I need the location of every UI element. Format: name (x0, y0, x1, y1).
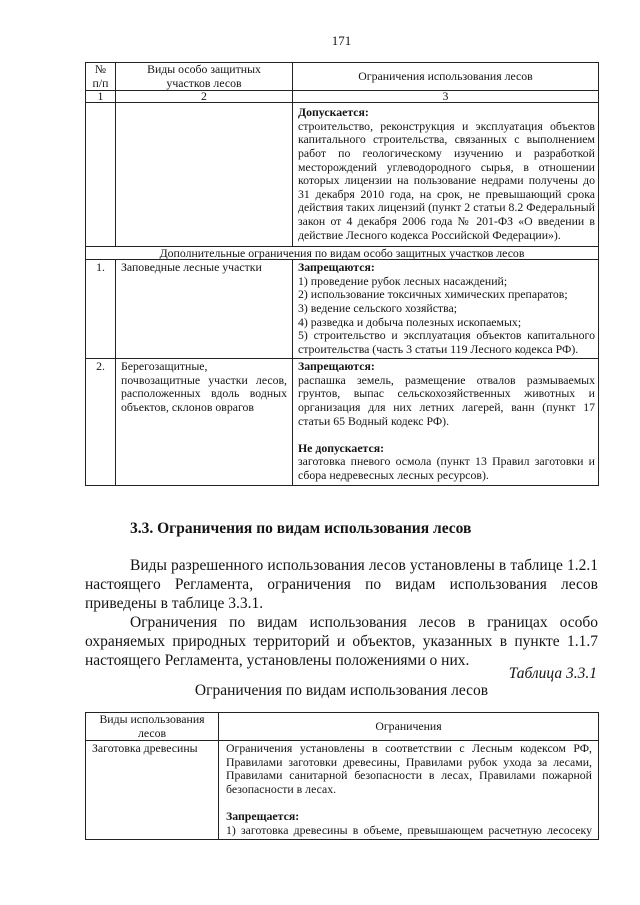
prohibited-item: 4) разведка и добыча полезных ископаемых; (298, 314, 522, 329)
area-type-cell (116, 260, 293, 359)
header-area-type-label: Виды особо защитных участков лесов (147, 62, 261, 90)
table-row-continued (86, 103, 599, 247)
header-use-type-label: Виды использования лесов (99, 712, 205, 740)
prohibited-heading: Запрещается: (226, 809, 300, 824)
restrictions-text: Ограничения установлены в соответствии с Лесным кодексом РФ, Правилами заготовки древесины, Правилами рубок ухода за лесами, Правилами санитарной безопасности в лесах, Правилами пожарной безопасности в лесах. (226, 741, 592, 796)
row-number: 1. (86, 260, 116, 359)
column-number-row (86, 91, 599, 103)
table-header-row (86, 63, 599, 91)
header-restrictions-label: Ограничения (375, 718, 442, 733)
not-allowed-heading: Не допускается: (298, 440, 385, 455)
paragraph: Виды разрешенного использования лесов установлены в таблице 1.2.1 настоящего Регламента, ограничения по видам использования лесов приведены в таблице 3.3.1. (85, 557, 598, 612)
restrictions-cell (293, 103, 599, 247)
area-type-text: Заповедные лесные участки (121, 260, 262, 275)
restrictions-cell (293, 359, 599, 485)
table-number-label: Таблица 3.3.1 (508, 665, 597, 682)
header-cell-area-type (116, 63, 293, 91)
prohibited-text: распашка земель, размещение отвалов размываемых грунтов, выпас сельскохозяйственных животных и организация для них летних лагерей, ванн (пункт 17 статьи 65 Водный кодекс РФ). (298, 372, 595, 428)
section-body (85, 556, 598, 670)
area-type-text: почвозащитные участки лесов, расположенных вдоль водных объектов, склонов оврагов (121, 372, 287, 415)
column-number-3: 3 (293, 91, 599, 103)
table-row (86, 260, 599, 359)
additional-section-row (86, 247, 599, 260)
header-number-label: № п/п (92, 62, 109, 90)
not-allowed-text: заготовка пневого осмола (пункт 13 Правил заготовки и сбора недревесных лесных ресурсов). (298, 454, 595, 483)
empty-area-type-cell (116, 103, 293, 247)
page-number: 171 (331, 33, 352, 48)
paragraph: Ограничения по видам использования лесов в границах особо охраняемых природных территорий и объектов, указанных в пункте 1.1.7 настоящего Регламента, установлены положениями о них. (85, 614, 598, 669)
table-header-row (86, 713, 599, 741)
restrictions-cell (219, 741, 599, 840)
prohibited-item: 5) строительство и эксплуатация объектов капитального строительства (часть 3 статьи 119 Лесного кодекса РФ). (298, 328, 595, 356)
prohibited-heading: Запрещаются: (298, 359, 375, 374)
allowed-text: строительство, реконструкция и эксплуатация объектов капитального строительства, связанных с выполнением работ по геологическому изучению и разработкой месторождений углеводородного сырья, в отношении которых лицензии на пользование недрами получены до 31 декабря 2010 года, на срок, не превышающий срока действия таких лицензий (пункт 2 статьи 8.2 Федеральный закон от 4 декабря 2006 года № 201-ФЗ «О введении в действие Лесного кодекса Российской Федерации»). (298, 118, 595, 242)
additional-section-title: Дополнительные ограничения по видам особо защитных участков лесов (86, 247, 599, 260)
prohibited-item: 3) ведение сельского хозяйства; (298, 300, 458, 315)
section-heading: 3.3. Ограничения по видам использования лесов (130, 520, 472, 537)
prohibited-item: 2) использование токсичных химических препаратов; (298, 287, 568, 302)
allowed-heading: Допускается: (298, 105, 369, 120)
protective-areas-restrictions-table (85, 62, 599, 486)
header-cell-use-type (86, 713, 219, 741)
column-number-2: 2 (116, 91, 293, 103)
prohibited-item: 1) заготовка древесины в объеме, превышающем расчетную лесосеку (226, 822, 592, 837)
empty-number-cell (86, 103, 116, 247)
column-number-1: 1 (86, 91, 116, 103)
row-number: 2. (86, 359, 116, 485)
table-row (86, 741, 599, 840)
prohibited-heading: Запрещаются: (298, 260, 375, 275)
use-type-cell: Заготовка древесины (86, 741, 219, 840)
table-caption: Ограничения по видам использования лесов (194, 682, 489, 699)
restrictions-cell (293, 260, 599, 359)
table-row (86, 359, 599, 485)
header-restrictions-label: Ограничения использования лесов (358, 68, 533, 83)
area-type-text-first-line: Берегозащитные, (121, 359, 208, 374)
header-cell-restrictions (293, 63, 599, 91)
header-cell-number (86, 63, 116, 91)
header-cell-restrictions (219, 713, 599, 741)
forest-use-restrictions-table (85, 712, 599, 840)
prohibited-item: 1) проведение рубок лесных насаждений; (298, 273, 508, 288)
area-type-cell (116, 359, 293, 485)
